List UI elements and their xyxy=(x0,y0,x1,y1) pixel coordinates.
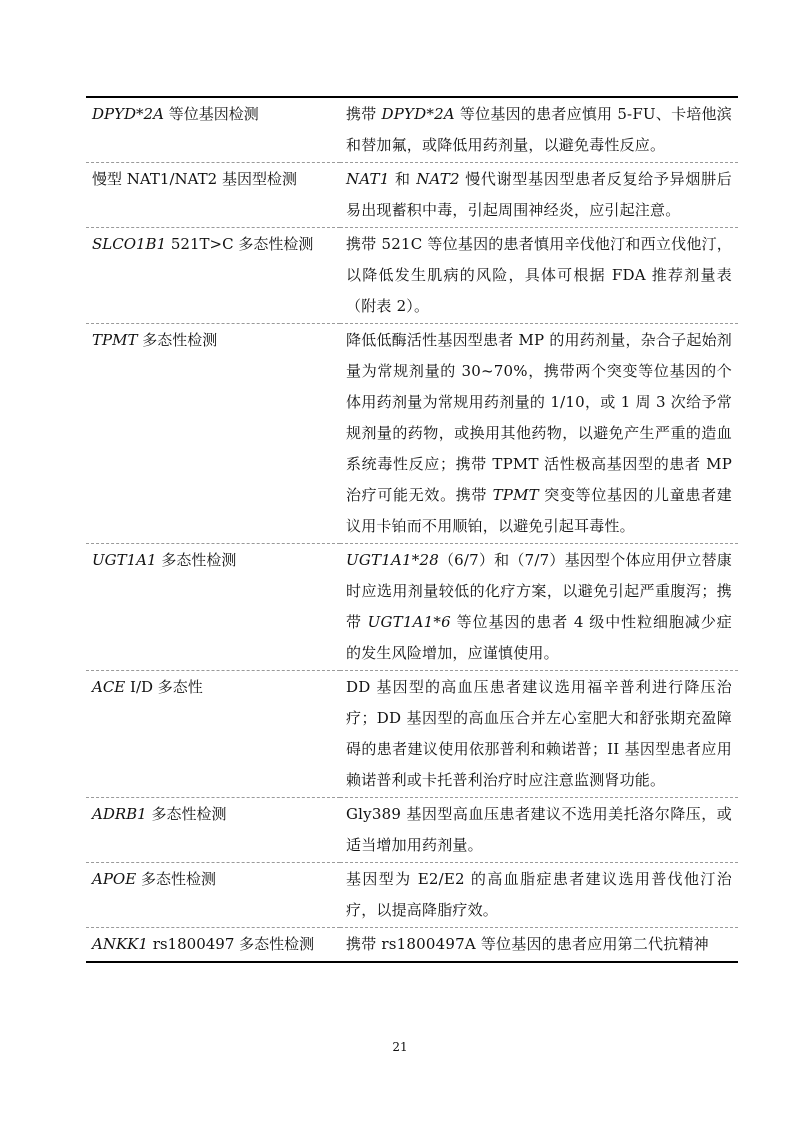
text-segment: 携带 521C 等位基因的患者慎用辛伐他汀和西立伐他汀，以降低发生肌病的风险，具体可根据 FDA 推荐剂量表（附表 2）。 xyxy=(346,235,732,315)
recommendation-cell xyxy=(340,863,738,928)
test-name-cell xyxy=(86,228,340,324)
gene-symbol: ACE xyxy=(92,678,126,696)
recommendation-cell xyxy=(340,671,738,798)
gene-symbol: UGT1A1*28 xyxy=(346,551,439,569)
gene-symbol: ANKK1 xyxy=(92,935,148,953)
text-segment: 基因型为 E2/E2 的高血脂症患者建议选用普伐他汀治疗，以提高降脂疗效。 xyxy=(346,870,732,919)
table-row xyxy=(86,228,738,324)
text-segment: 慢代谢型基因型患者反复给予异烟肼后易出现蓄积中毒，引起周围神经炎，应引起注意。 xyxy=(346,170,733,219)
table-row xyxy=(86,324,738,544)
text-segment: 等位基因检测 xyxy=(163,105,259,123)
recommendation-cell xyxy=(340,97,738,163)
text-segment: Gly389 基因型高血压患者建议不选用美托洛尔降压，或适当增加用药剂量。 xyxy=(346,805,732,854)
page-number: 21 xyxy=(392,1040,408,1054)
test-name-cell xyxy=(86,97,340,163)
text-segment: 等位基因的患者应慎用 5-FU、卡培他滨和替加氟，或降低用药剂量，以避免毒性反应。 xyxy=(346,105,732,154)
table-row xyxy=(86,863,738,928)
test-name-cell xyxy=(86,671,340,798)
test-name-cell xyxy=(86,798,340,863)
gene-symbol: TPMT xyxy=(92,331,138,349)
gene-test-table xyxy=(86,96,738,963)
table-row xyxy=(86,798,738,863)
text-segment: 携带 rs1800497A 等位基因的患者应用第二代抗精神 xyxy=(346,935,709,953)
text-segment: 多态性检测 xyxy=(156,551,237,569)
gene-symbol: UGT1A1 xyxy=(92,551,157,569)
text-segment: 等位基因的患者 4 级中性粒细胞减少症的发生风险增加，应谨慎使用。 xyxy=(346,613,732,662)
text-segment: 和 xyxy=(389,170,417,188)
text-segment: 降低低酶活性基因型患者 MP 的用药剂量，杂合子起始剂量为常规剂量的 30~70%，携带两个突变等位基因的个体用药剂量为常规用药剂量的 1/10，或 1 周 3 次给予常规剂量的药物，或换用其他药物，以避免产生严重的造血系统毒性反应；携带 TPMT 活性极高基因型的患者 MP 治疗可能无效。携带 xyxy=(346,331,732,504)
text-segment: rs1800497 多态性检测 xyxy=(147,935,315,953)
text-segment: 多态性检测 xyxy=(146,805,227,823)
recommendation-cell xyxy=(340,928,738,963)
test-name-cell xyxy=(86,163,340,228)
gene-symbol: DPYD*2A xyxy=(381,105,455,123)
gene-symbol: SLCO1B1 xyxy=(92,235,167,253)
test-name-cell xyxy=(86,324,340,544)
recommendation-cell xyxy=(340,324,738,544)
text-segment: 多态性检测 xyxy=(136,870,216,888)
table-row xyxy=(86,544,738,671)
text-segment: 突变等位基因的儿童患者建议用卡铂而不用顺铂，以避免引起耳毒性。 xyxy=(346,486,732,535)
recommendation-cell xyxy=(340,163,738,228)
table-row xyxy=(86,928,738,963)
gene-symbol: NAT2 xyxy=(416,170,460,188)
table-row xyxy=(86,163,738,228)
test-name-cell xyxy=(86,544,340,671)
text-segment: I/D 多态性 xyxy=(125,678,203,696)
recommendation-cell xyxy=(340,228,738,324)
text-segment: 521T>C 多态性检测 xyxy=(166,235,314,253)
gene-symbol: DPYD*2A xyxy=(92,105,164,123)
recommendation-cell xyxy=(340,798,738,863)
gene-symbol: ADRB1 xyxy=(92,805,147,823)
text-segment: DD 基因型的高血压患者建议选用福辛普利进行降压治疗；DD 基因型的高血压合并左心室肥大和舒张期充盈障碍的患者建议使用依那普利和赖诺普；II 基因型患者应用赖诺普利或卡托普利治疗时应注意监测肾功能。 xyxy=(346,678,732,789)
gene-symbol: TPMT xyxy=(492,486,539,504)
text-segment: 携带 xyxy=(346,105,382,123)
test-name-cell xyxy=(86,863,340,928)
gene-symbol: NAT1 xyxy=(346,170,390,188)
text-segment: 慢型 NAT1/NAT2 基因型检测 xyxy=(92,170,297,188)
table-row xyxy=(86,671,738,798)
recommendation-cell xyxy=(340,544,738,671)
text-segment: 多态性检测 xyxy=(137,331,218,349)
table-body xyxy=(86,97,738,962)
gene-symbol: APOE xyxy=(92,870,137,888)
gene-symbol: UGT1A1*6 xyxy=(367,613,451,631)
table-row xyxy=(86,97,738,163)
test-name-cell xyxy=(86,928,340,963)
text-segment: （6/7）和（7/7）基因型个体应用伊立替康时应选用剂量较低的化疗方案，以避免引起严重腹泻；携带 xyxy=(346,551,732,631)
